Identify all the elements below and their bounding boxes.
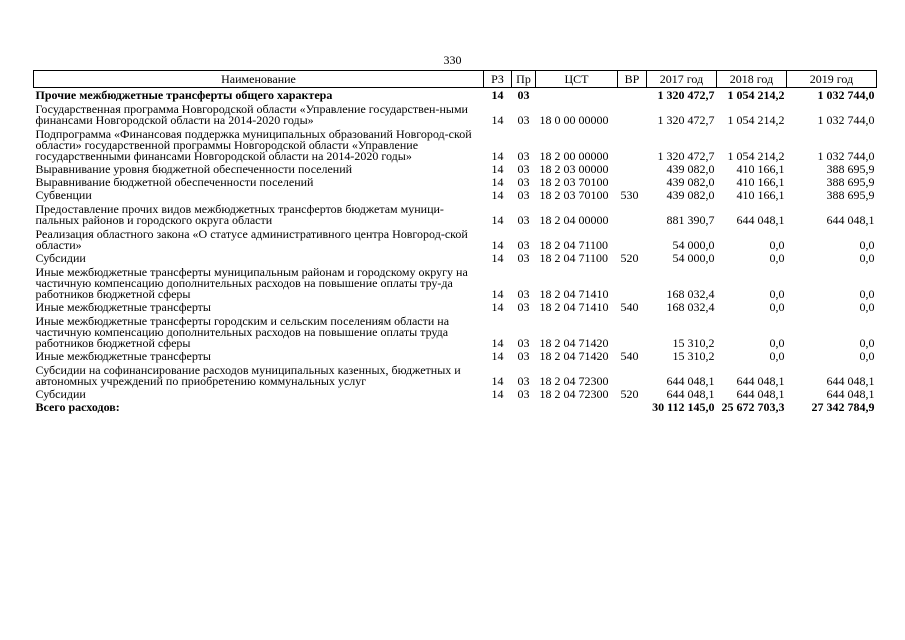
row-2017-cell: 881 390,7 — [666, 213, 715, 227]
row-cst-cell — [536, 88, 618, 102]
row-name-cell: Иные межбюджетные трансферты — [35, 349, 211, 363]
row-name-cell: Реализация областного закона «О статусе административного центра Новгород-ской области» — [35, 227, 468, 252]
row-vr-cell: 520 — [620, 387, 639, 401]
table-row — [34, 400, 877, 413]
row-cst-cell: 18 2 04 71410 — [539, 300, 609, 314]
row-2018-cell: 0,0 — [769, 349, 785, 363]
row-2018-cell: 410 166,1 — [736, 175, 785, 189]
table-row — [34, 300, 877, 313]
row-2018-cell: 1 054 214,2 — [727, 113, 785, 127]
table-row — [34, 362, 877, 387]
table-row — [34, 175, 877, 188]
row-name-cell: Выравнивание бюджетной обеспеченности поселений — [35, 175, 314, 189]
row-2017-cell: 1 320 472,7 — [657, 113, 715, 127]
row-2018-cell: 0,0 — [769, 238, 785, 252]
row-cst-cell: 18 2 04 71420 — [539, 349, 609, 363]
table-row — [34, 349, 877, 362]
row-pr-cell: 03 — [517, 162, 530, 176]
table-row — [34, 226, 877, 251]
row-vr-cell: 540 — [620, 300, 639, 314]
row-pr-cell: 03 — [517, 175, 530, 189]
row-2018-cell: 25 672 703,3 — [721, 400, 785, 414]
row-name-cell: Всего расходов: — [35, 400, 120, 414]
header-rz: РЗ — [484, 71, 512, 88]
row-name-cell: Предоставление прочих видов межбюджетных трансфертов бюджетам муници-пальных районов и городского округа области — [35, 202, 444, 227]
row-2017-cell: 1 320 472,7 — [657, 149, 715, 163]
row-2018-cell: 410 166,1 — [736, 188, 785, 202]
row-name-cell: Выравнивание уровня бюджетной обеспеченности поселений — [35, 162, 353, 176]
row-vr-cell — [618, 201, 647, 226]
row-name-cell: Иные межбюджетные трансферты — [35, 300, 211, 314]
header-cst: ЦСТ — [536, 71, 618, 88]
row-cst-cell: 18 2 03 70100 — [539, 175, 609, 189]
row-rz-cell: 14 — [491, 300, 504, 314]
row-pr-cell: 03 — [517, 374, 530, 388]
table-row — [34, 101, 877, 126]
row-pr-cell: 03 — [517, 238, 530, 252]
row-cst-cell: 18 2 03 00000 — [539, 162, 609, 176]
row-rz-cell — [484, 400, 512, 413]
row-2019-cell: 1 032 744,0 — [817, 113, 875, 127]
row-2018-cell: 410 166,1 — [736, 162, 785, 176]
row-cst-cell: 18 2 04 00000 — [539, 213, 609, 227]
header-name: Наименование — [34, 71, 484, 88]
table-row — [34, 251, 877, 264]
header-2019: 2019 год — [787, 71, 877, 88]
row-pr-cell — [512, 400, 536, 413]
row-2019-cell: 388 695,9 — [826, 188, 875, 202]
row-2017-cell: 54 000,0 — [672, 238, 715, 252]
row-name-cell: Иные межбюджетные трансферты муниципальным районам и городскому округу на частичную компенсацию дополнительных расходов на повышение оплаты тру-да работников бюджетной сферы — [35, 265, 468, 301]
row-2019-cell: 388 695,9 — [826, 175, 875, 189]
header-vr: ВР — [618, 71, 647, 88]
row-pr-cell: 03 — [517, 213, 530, 227]
row-cst-cell: 18 2 04 71410 — [539, 287, 609, 301]
header-2017: 2017 год — [647, 71, 717, 88]
row-vr-cell — [618, 313, 647, 349]
table-row — [34, 313, 877, 349]
row-2019-cell: 1 032 744,0 — [817, 88, 875, 102]
row-2019-cell: 0,0 — [859, 300, 875, 314]
expenditure-table — [33, 70, 877, 413]
row-cst-cell: 18 2 04 71420 — [539, 336, 609, 350]
row-2017-cell: 439 082,0 — [666, 162, 715, 176]
row-vr-cell: 520 — [620, 251, 639, 265]
row-2019-cell: 1 032 744,0 — [817, 149, 875, 163]
row-vr-cell — [618, 226, 647, 251]
row-rz-cell: 14 — [491, 149, 504, 163]
row-cst-cell: 18 2 00 00000 — [539, 149, 609, 163]
header-2018: 2018 год — [717, 71, 787, 88]
table-row — [34, 201, 877, 226]
row-vr-cell — [618, 162, 647, 175]
row-pr-cell: 03 — [517, 88, 530, 102]
table-row — [34, 188, 877, 201]
row-2019-cell: 644 048,1 — [826, 213, 875, 227]
row-name-cell: Субвенции — [35, 188, 92, 202]
row-rz-cell: 14 — [491, 387, 504, 401]
row-name-cell: Субсидии — [35, 251, 86, 265]
page-number: 330 — [443, 53, 462, 67]
row-name-cell: Государственная программа Новгородской области «Управление государствен-ными финансами Новгородской области на 2014-2020 годы» — [35, 102, 468, 127]
row-vr-cell: 540 — [620, 349, 639, 363]
row-vr-cell: 530 — [620, 188, 639, 202]
row-2019-cell: 0,0 — [859, 238, 875, 252]
row-pr-cell: 03 — [517, 188, 530, 202]
row-2019-cell: 0,0 — [859, 287, 875, 301]
row-2019-cell: 0,0 — [859, 336, 875, 350]
row-rz-cell: 14 — [491, 162, 504, 176]
row-2017-cell: 15 310,2 — [672, 349, 715, 363]
row-2017-cell: 644 048,1 — [666, 374, 715, 388]
row-rz-cell: 14 — [491, 336, 504, 350]
row-vr-cell — [618, 175, 647, 188]
row-2017-cell: 54 000,0 — [672, 251, 715, 265]
row-name-cell: Субсидии — [35, 387, 86, 401]
table-header-row — [34, 71, 877, 88]
header-pr: Пр — [512, 71, 536, 88]
row-pr-cell: 03 — [517, 113, 530, 127]
row-cst-cell: 18 2 03 70100 — [539, 188, 609, 202]
row-pr-cell: 03 — [517, 387, 530, 401]
row-cst-cell — [536, 400, 618, 413]
row-name-cell: Иные межбюджетные трансферты городским и сельским поселениям области на частичную компенсацию дополнительных расходов на повышение оплаты труда работников бюджетной сферы — [35, 314, 450, 350]
row-2017-cell: 439 082,0 — [666, 175, 715, 189]
row-cst-cell: 18 2 04 72300 — [539, 374, 609, 388]
row-2017-cell: 1 320 472,7 — [657, 88, 715, 102]
row-pr-cell: 03 — [517, 251, 530, 265]
row-2019-cell: 644 048,1 — [826, 374, 875, 388]
row-2018-cell: 0,0 — [769, 251, 785, 265]
row-vr-cell — [618, 101, 647, 126]
row-vr-cell — [618, 88, 647, 102]
row-pr-cell: 03 — [517, 287, 530, 301]
row-2018-cell: 644 048,1 — [736, 374, 785, 388]
row-rz-cell: 14 — [491, 175, 504, 189]
row-vr-cell — [618, 362, 647, 387]
row-pr-cell: 03 — [517, 300, 530, 314]
row-2017-cell: 168 032,4 — [666, 300, 715, 314]
row-rz-cell: 14 — [491, 113, 504, 127]
row-2017-cell: 168 032,4 — [666, 287, 715, 301]
table-row — [34, 264, 877, 300]
row-2018-cell: 1 054 214,2 — [727, 88, 785, 102]
row-cst-cell: 18 2 04 71100 — [539, 238, 609, 252]
row-name-cell: Подпрограмма «Финансовая поддержка муниципальных образований Новгород-ской области» государственной программы Новгородской области «Управление государственными финансами Новгородской области на 2014-2020 годы» — [35, 127, 472, 163]
row-rz-cell: 14 — [491, 213, 504, 227]
row-rz-cell: 14 — [491, 238, 504, 252]
table-row — [34, 162, 877, 175]
row-2017-cell: 15 310,2 — [672, 336, 715, 350]
row-name-cell: Прочие межбюджетные трансферты общего характера — [35, 88, 333, 102]
row-rz-cell: 14 — [491, 287, 504, 301]
row-rz-cell: 14 — [491, 374, 504, 388]
row-vr-cell — [618, 400, 647, 413]
row-vr-cell — [618, 126, 647, 162]
row-2018-cell: 0,0 — [769, 336, 785, 350]
table-row — [34, 88, 877, 102]
row-2017-cell: 30 112 145,0 — [652, 400, 715, 414]
row-rz-cell: 14 — [491, 251, 504, 265]
row-2017-cell: 644 048,1 — [666, 387, 715, 401]
row-2018-cell: 0,0 — [769, 287, 785, 301]
row-name-cell: Субсидии на софинансирование расходов муниципальных казенных, бюджетных и автономных учреждений по приобретению коммунальных услуг — [35, 363, 461, 388]
row-rz-cell: 14 — [491, 88, 504, 102]
row-pr-cell: 03 — [517, 349, 530, 363]
row-2019-cell: 644 048,1 — [826, 387, 875, 401]
row-2018-cell: 0,0 — [769, 300, 785, 314]
row-cst-cell: 18 0 00 00000 — [539, 113, 609, 127]
row-cst-cell: 18 2 04 71100 — [539, 251, 609, 265]
row-2019-cell: 0,0 — [859, 349, 875, 363]
row-2017-cell: 439 082,0 — [666, 188, 715, 202]
table-row — [34, 126, 877, 162]
row-2018-cell: 1 054 214,2 — [727, 149, 785, 163]
row-2018-cell: 644 048,1 — [736, 213, 785, 227]
row-cst-cell: 18 2 04 72300 — [539, 387, 609, 401]
row-pr-cell: 03 — [517, 336, 530, 350]
table-row — [34, 387, 877, 400]
row-2018-cell: 644 048,1 — [736, 387, 785, 401]
row-pr-cell: 03 — [517, 149, 530, 163]
row-2019-cell: 0,0 — [859, 251, 875, 265]
row-rz-cell: 14 — [491, 349, 504, 363]
row-2019-cell: 388 695,9 — [826, 162, 875, 176]
row-vr-cell — [618, 264, 647, 300]
row-2019-cell: 27 342 784,9 — [811, 400, 875, 414]
row-rz-cell: 14 — [491, 188, 504, 202]
